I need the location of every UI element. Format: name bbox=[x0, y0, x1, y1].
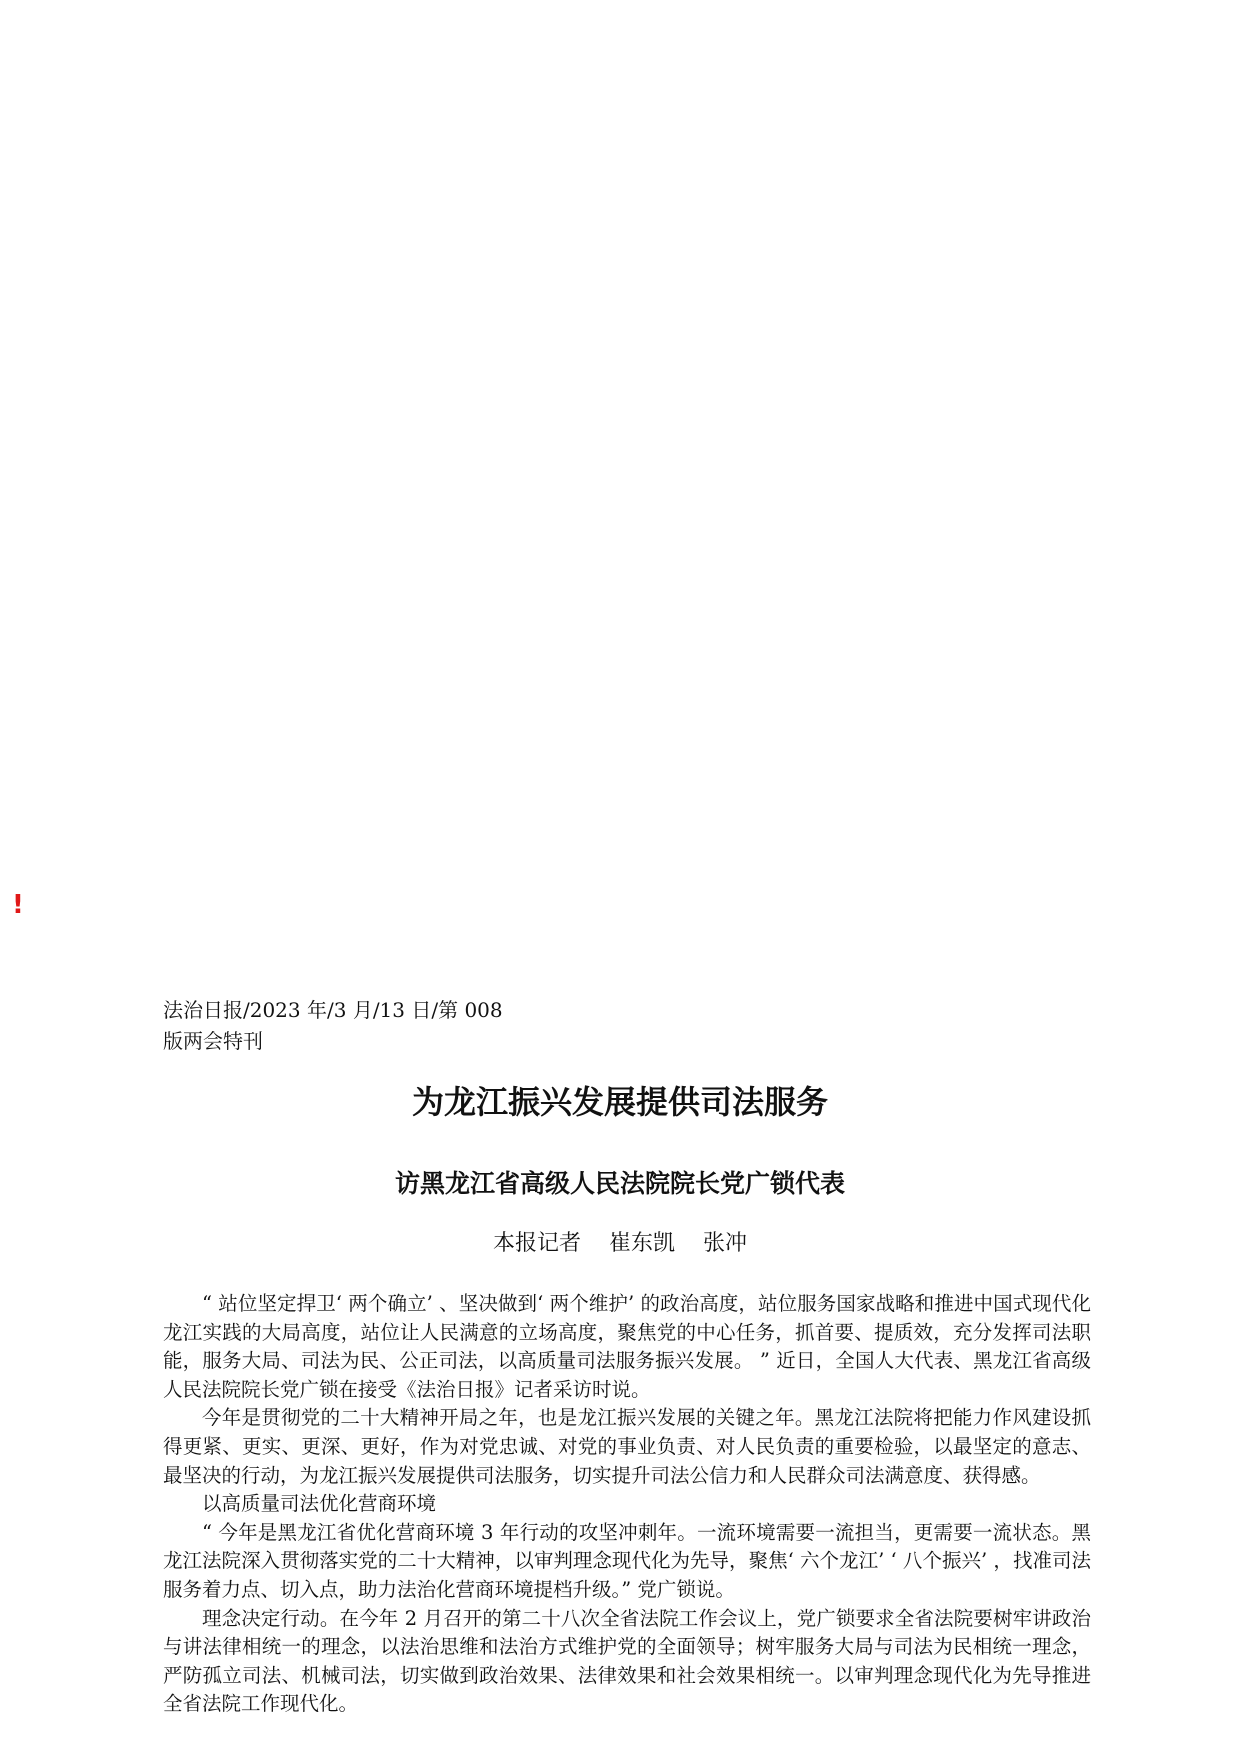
section-heading: 以高质量司法优化营商环境 bbox=[202, 1492, 437, 1516]
paragraph: 理念决定行动。在今年 2 月召开的第二十八次全省法院工作会议上，党广锁要求全省法院要树牢讲政治与讲法律相统一的理念，以法治思维和法治方式维护党的全面领导；树牢服务大局与司法为民相统一理念，严防孤立司法、机械司法，切实做到政治效果、法律效果和社会效果相统一。以审判理念现代化为先导推进全省法院工作现代化。 bbox=[163, 1606, 1091, 1716]
warning-mark: ! bbox=[12, 890, 24, 920]
byline: 本报记者 崔东凯 张冲 bbox=[493, 1231, 747, 1256]
paragraph: “ 今年是黑龙江省优化营商环境 3 年行动的攻坚冲刺年。一流环境需要一流担当，更需要一流状态。黑龙江法院深入贯彻落实党的二十大精神，以审判理念现代化为先导，聚焦‘ 六个龙江’ ‘ 八个振兴’ ，找准司法服务着力点、切入点，助力法治化营商环境提档升级。” 党广锁说。 bbox=[163, 1520, 1091, 1601]
paragraph: 今年是贯彻党的二十大精神开局之年，也是龙江振兴发展的关键之年。黑龙江法院将把能力作风建设抓得更紧、更实、更深、更好，作为对党忠诚、对党的事业负责、对人民负责的重要检验，以最坚定的意志、最坚决的行动，为龙江振兴发展提供司法服务，切实提升司法公信力和人民群众司法满意度、获得感。 bbox=[163, 1406, 1091, 1487]
article-subtitle: 访黑龙江省高级人民法院院长党广锁代表 bbox=[394, 1169, 845, 1198]
article-body bbox=[163, 1290, 1091, 1719]
source-date: 法治日报/2023 年/3 月/13 日/第 008 bbox=[163, 998, 503, 1022]
source-line bbox=[163, 995, 663, 1057]
paragraph: “ 站位坚定捍卫‘ 两个确立’ 、坚决做到‘ 两个维护’ 的政治高度，站位服务国家战略和推进中国式现代化龙江实践的大局高度，站位让人民满意的立场高度，聚焦党的中心任务，抓首要、提质效，充分发挥司法职能，服务大局、司法为民、公正司法，以高质量司法服务振兴发展。 ” 近日，全国人大代表、黑龙江省高级人民法院院长党广锁在接受《法治日报》记者采访时说。 bbox=[163, 1292, 1091, 1401]
source-section: 版两会特刊 bbox=[163, 1029, 263, 1053]
article-title: 为龙江振兴发展提供司法服务 bbox=[411, 1083, 828, 1121]
